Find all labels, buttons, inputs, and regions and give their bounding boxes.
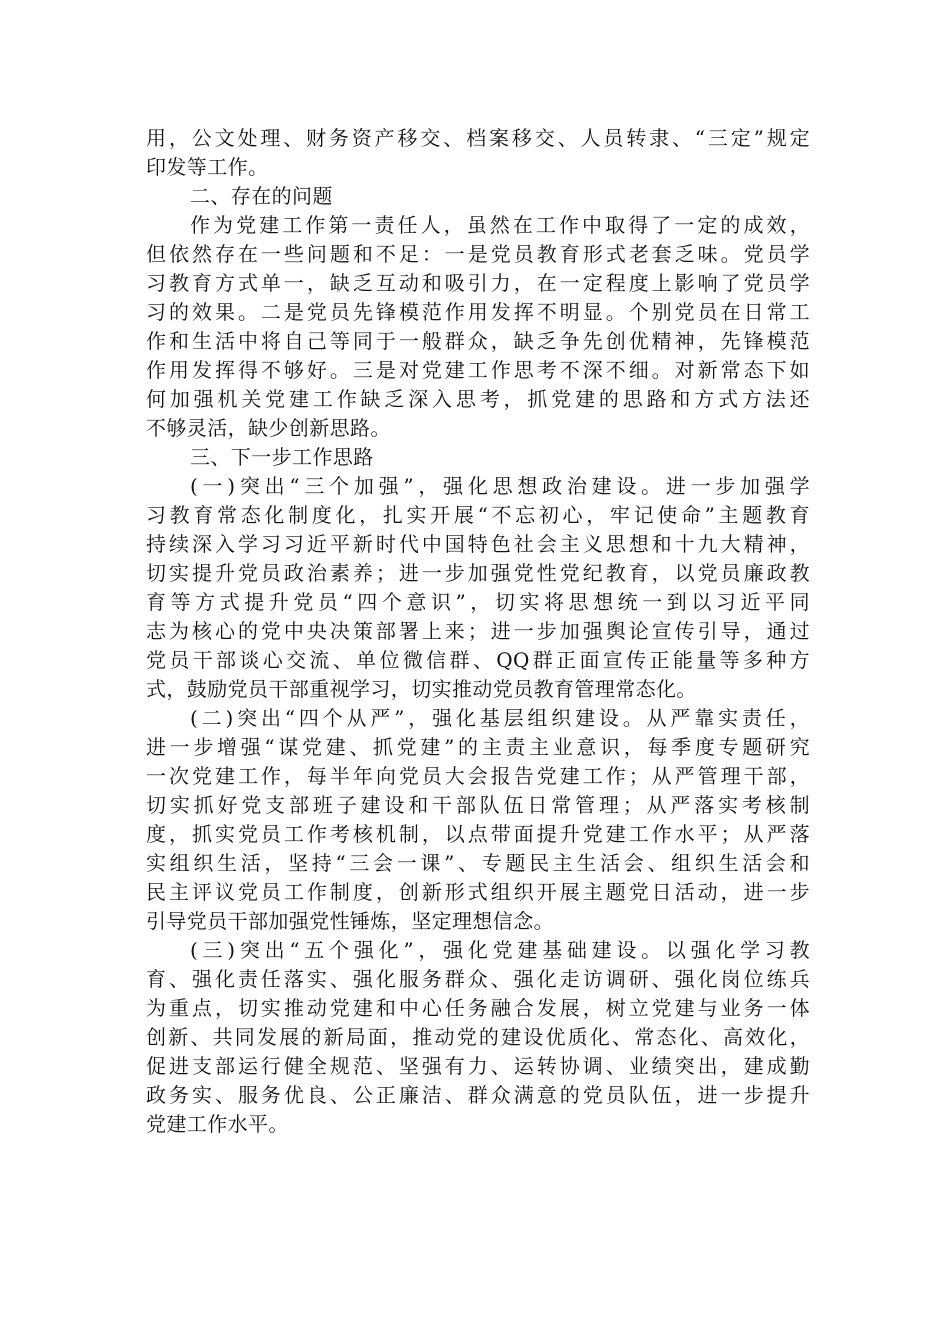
paragraph-line: 度，抓实党员工作考核机制，以点带面提升党建工作水平；从严落 bbox=[146, 822, 810, 846]
paragraph-line: (二)突出“四个从严”，强化基层组织建设。从严靠实责任， bbox=[190, 706, 810, 730]
paragraph bbox=[146, 936, 810, 1139]
paragraph-line: 进一步增强“谋党建、抓党建”的主责主业意识，每季度专题研究 bbox=[146, 735, 810, 759]
paragraph-line: 式，鼓励党员干部重视学习，切实推动党员教育管理常态化。 bbox=[146, 677, 697, 701]
heading-text: 三、下一步工作思路 bbox=[190, 445, 374, 469]
section-heading bbox=[146, 182, 810, 211]
heading-text: 二、存在的问题 bbox=[190, 184, 333, 208]
document-page bbox=[146, 124, 810, 1139]
section-heading bbox=[146, 443, 810, 472]
paragraph-line: 党建工作水平。 bbox=[146, 1112, 289, 1136]
paragraph-line: (一)突出“三个加强”，强化思想政治建设。进一步加强学 bbox=[190, 474, 810, 498]
paragraph bbox=[146, 211, 810, 443]
paragraph-line: 为重点，切实推动党建和中心任务融合发展，树立党建与业务一体 bbox=[146, 996, 810, 1020]
paragraph-line: 一次党建工作，每半年向党员大会报告党建工作；从严管理干部， bbox=[146, 764, 810, 788]
paragraph bbox=[146, 472, 810, 704]
paragraph-line: 育、强化责任落实、强化服务群众、强化走访调研、强化岗位练兵 bbox=[146, 967, 810, 991]
paragraph-line: 习教育常态化制度化，扎实开展“不忘初心，牢记使命”主题教育 bbox=[146, 503, 810, 527]
document-body bbox=[146, 124, 810, 1139]
paragraph-line: 党员干部谈心交流、单位微信群、QQ群正面宣传正能量等多种方 bbox=[146, 648, 810, 672]
paragraph-line: 政务实、服务优良、公正廉洁、群众满意的党员队伍，进一步提升 bbox=[146, 1083, 810, 1107]
paragraph bbox=[146, 704, 810, 936]
paragraph-line: 引导党员干部加强党性锤炼，坚定理想信念。 bbox=[146, 909, 554, 933]
paragraph-line: 习的效果。二是党员先锋模范作用发挥不明显。个别党员在日常工 bbox=[146, 300, 810, 324]
paragraph-line: 何加强机关党建工作缺乏深入思考，抓党建的思路和方式方法还 bbox=[146, 387, 810, 411]
paragraph-line: 作为党建工作第一责任人，虽然在工作中取得了一定的成效， bbox=[190, 213, 810, 237]
paragraph-line: 习教育方式单一，缺乏互动和吸引力，在一定程度上影响了党员学 bbox=[146, 271, 810, 295]
paragraph-line: 切实提升党员政治素养；进一步加强党性党纪教育，以党员廉政教 bbox=[146, 561, 810, 585]
paragraph-line: 作用发挥得不够好。三是对党建工作思考不深不细。对新常态下如 bbox=[146, 358, 810, 382]
paragraph-line: 民主评议党员工作制度，创新形式组织开展主题党日活动，进一步 bbox=[146, 880, 810, 904]
paragraph-line: 印发等工作。 bbox=[146, 155, 269, 179]
paragraph-line: (三)突出“五个强化”，强化党建基础建设。以强化学习教 bbox=[190, 938, 810, 962]
paragraph bbox=[146, 124, 810, 182]
paragraph-line: 育等方式提升党员“四个意识”，切实将思想统一到以习近平同 bbox=[146, 590, 810, 614]
paragraph-line: 促进支部运行健全规范、坚强有力、运转协调、业绩突出，建成勤 bbox=[146, 1054, 810, 1078]
paragraph-line: 创新、共同发展的新局面，推动党的建设优质化、常态化、高效化， bbox=[146, 1025, 810, 1049]
paragraph-line: 不够灵活，缺少创新思路。 bbox=[146, 416, 391, 440]
paragraph-line: 作和生活中将自己等同于一般群众，缺乏争先创优精神，先锋模范 bbox=[146, 329, 810, 353]
paragraph-line: 持续深入学习习近平新时代中国特色社会主义思想和十九大精神， bbox=[146, 532, 810, 556]
paragraph-line: 但依然存在一些问题和不足：一是党员教育形式老套乏味。党员学 bbox=[146, 242, 810, 266]
paragraph-line: 切实抓好党支部班子建设和干部队伍日常管理；从严落实考核制 bbox=[146, 793, 810, 817]
paragraph-line: 实组织生活，坚持“三会一课”、专题民主生活会、组织生活会和 bbox=[146, 851, 810, 875]
paragraph-line: 用，公文处理、财务资产移交、档案移交、人员转隶、“三定”规定 bbox=[146, 126, 810, 150]
paragraph-line: 志为核心的党中央决策部署上来；进一步加强舆论宣传引导，通过 bbox=[146, 619, 810, 643]
